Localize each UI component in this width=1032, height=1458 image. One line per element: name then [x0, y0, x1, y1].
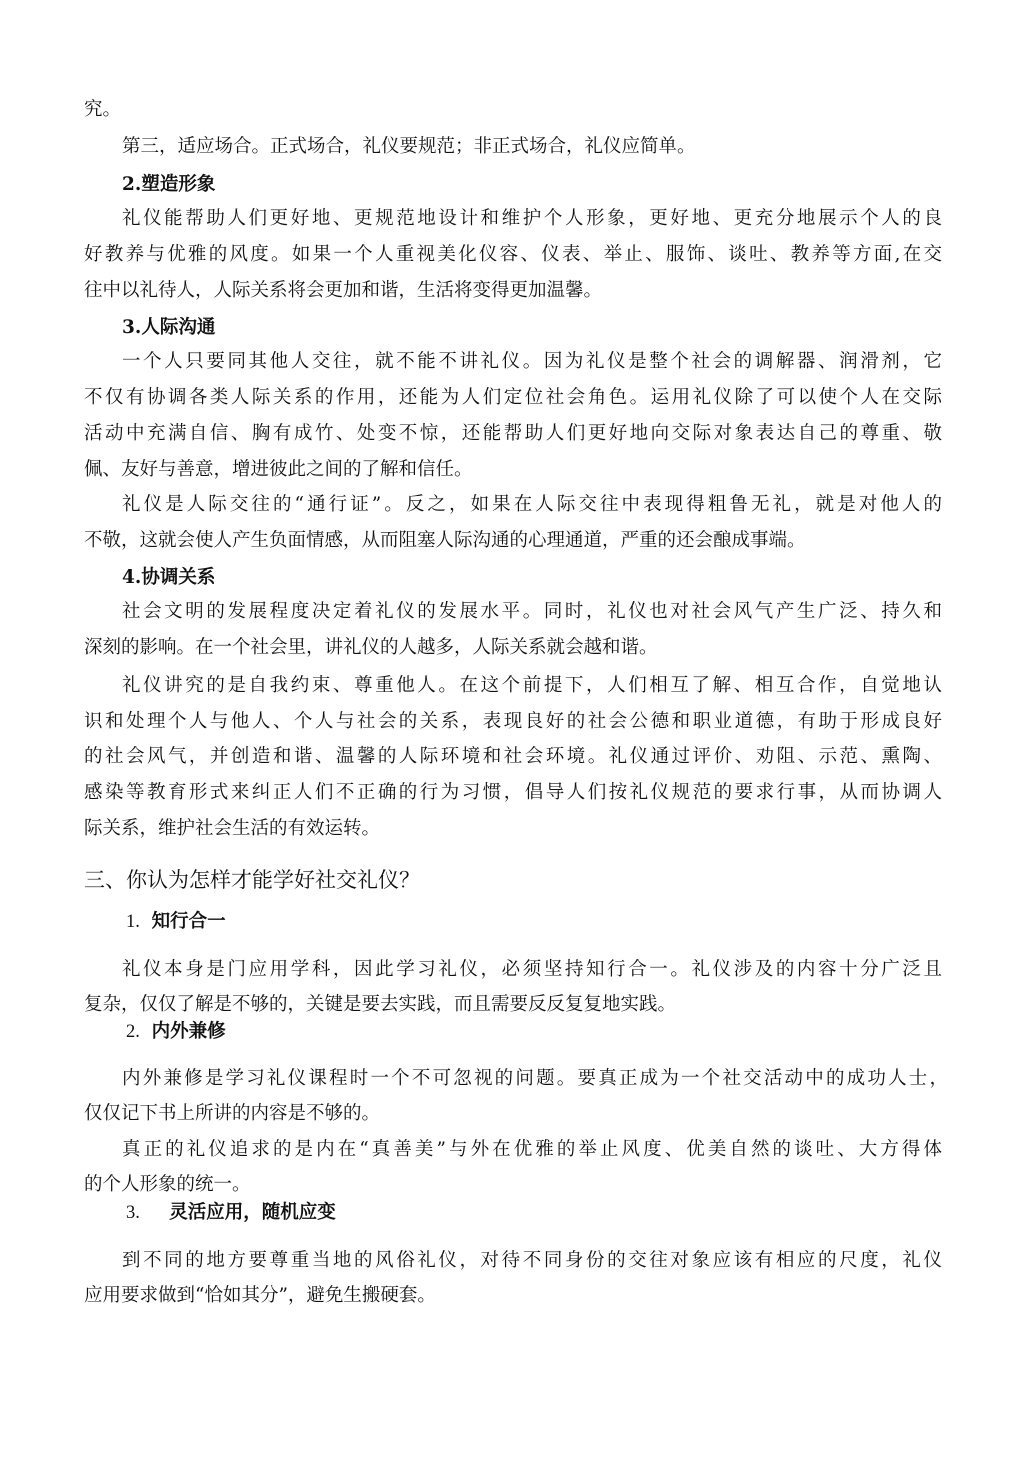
paragraph-line: 感染等教育形式来纠正人们不正确的行为习惯，倡导人们按礼仪规范的要求行事，从而协调人 [84, 782, 942, 803]
subsection-number: 2. [126, 1022, 140, 1042]
section-title: 三、你认为怎样才能学好社交礼仪？ [84, 868, 420, 892]
subsection-number: 3. [126, 1203, 140, 1223]
heading-3: 3.人际沟通 [122, 317, 216, 338]
paragraph-line: 内外兼修是学习礼仪课程时一个不可忽视的问题。要真正成为一个社交活动中的成功人士， [122, 1068, 948, 1089]
subsection-heading-1 [126, 910, 226, 934]
paragraph-line: 识和处理个人与他人、个人与社会的关系，表现良好的社会公德和职业道德，有助于形成良好 [84, 711, 942, 732]
paragraph-line: 仅仅记下书上所讲的内容是不够的。 [84, 1103, 381, 1124]
paragraph-line: 复杂，仅仅了解是不够的，关键是要去实践，而且需要反反复复地实践。 [84, 994, 677, 1015]
subsection-title: 知行合一 [151, 911, 226, 932]
paragraph-line: 不敬，这就会使人产生负面情感，从而阻塞人际沟通的心理通道，严重的还会酿成事端。 [84, 530, 806, 551]
paragraph-line: 往中以礼待人，人际关系将会更加和谐，生活将变得更加温馨。 [84, 280, 603, 301]
subsection-heading-2 [126, 1020, 226, 1044]
paragraph-line: 真正的礼仪追求的是内在“真善美”与外在优雅的举止风度、优美自然的谈吐、大方得体 [122, 1139, 942, 1160]
paragraph-line: 不仅有协调各类人际关系的作用，还能为人们定位社会角色。运用礼仪除了可以使个人在交际 [84, 387, 942, 408]
paragraph-line: 应用要求做到“恰如其分”，避免生搬硬套。 [84, 1285, 436, 1306]
paragraph-line: 的社会风气，并创造和谐、温馨的人际环境和社会环境。礼仪通过评价、劝阻、示范、熏陶、 [84, 746, 942, 767]
paragraph-line: 佩、友好与善意，增进彼此之间的了解和信任。 [84, 459, 473, 480]
subsection-title: 灵活应用，随机应变 [169, 1202, 336, 1223]
subsection-heading-3 [126, 1201, 336, 1225]
subsection-number: 1. [126, 912, 140, 932]
paragraph-line: 第三，适应场合。正式场合，礼仪要规范；非正式场合，礼仪应简单。 [122, 136, 696, 157]
paragraph-line: 际关系，维护社会生活的有效运转。 [84, 818, 381, 839]
paragraph-line: 社会文明的发展程度决定着礼仪的发展水平。同时，礼仪也对社会风气产生广泛、持久和 [122, 601, 942, 622]
heading-4: 4.协调关系 [122, 567, 216, 588]
paragraph-line: 好教养与优雅的风度。如果一个人重视美化仪容、仪表、举止、服饰、谈吐、教养等方面,在交 [84, 244, 942, 265]
subsection-title: 内外兼修 [151, 1021, 226, 1042]
paragraph-line: 深刻的影响。在一个社会里，讲礼仪的人越多，人际关系就会越和谐。 [84, 637, 658, 658]
paragraph-line: 究。 [84, 99, 122, 120]
paragraph-line: 到不同的地方要尊重当地的风俗礼仪，对待不同身份的交往对象应该有相应的尺度，礼仪 [122, 1250, 942, 1271]
heading-2: 2.塑造形象 [122, 174, 216, 195]
paragraph-line: 的个人形象的统一。 [84, 1174, 251, 1195]
paragraph-line: 礼仪能帮助人们更好地、更规范地设计和维护个人形象，更好地、更充分地展示个人的良 [122, 208, 942, 229]
paragraph-line: 一个人只要同其他人交往，就不能不讲礼仪。因为礼仪是整个社会的调解器、润滑剂，它 [122, 351, 942, 372]
paragraph-line: 礼仪是人际交往的“通行证”。反之，如果在人际交往中表现得粗鲁无礼，就是对他人的 [122, 494, 942, 515]
paragraph-line: 活动中充满自信、胸有成竹、处变不惊，还能帮助人们更好地向交际对象表达自己的尊重、敬 [84, 423, 942, 444]
paragraph-line: 礼仪本身是门应用学科，因此学习礼仪，必须坚持知行合一。礼仪涉及的内容十分广泛且 [122, 959, 942, 980]
paragraph-line: 礼仪讲究的是自我约束、尊重他人。在这个前提下，人们相互了解、相互合作，自觉地认 [122, 675, 942, 696]
